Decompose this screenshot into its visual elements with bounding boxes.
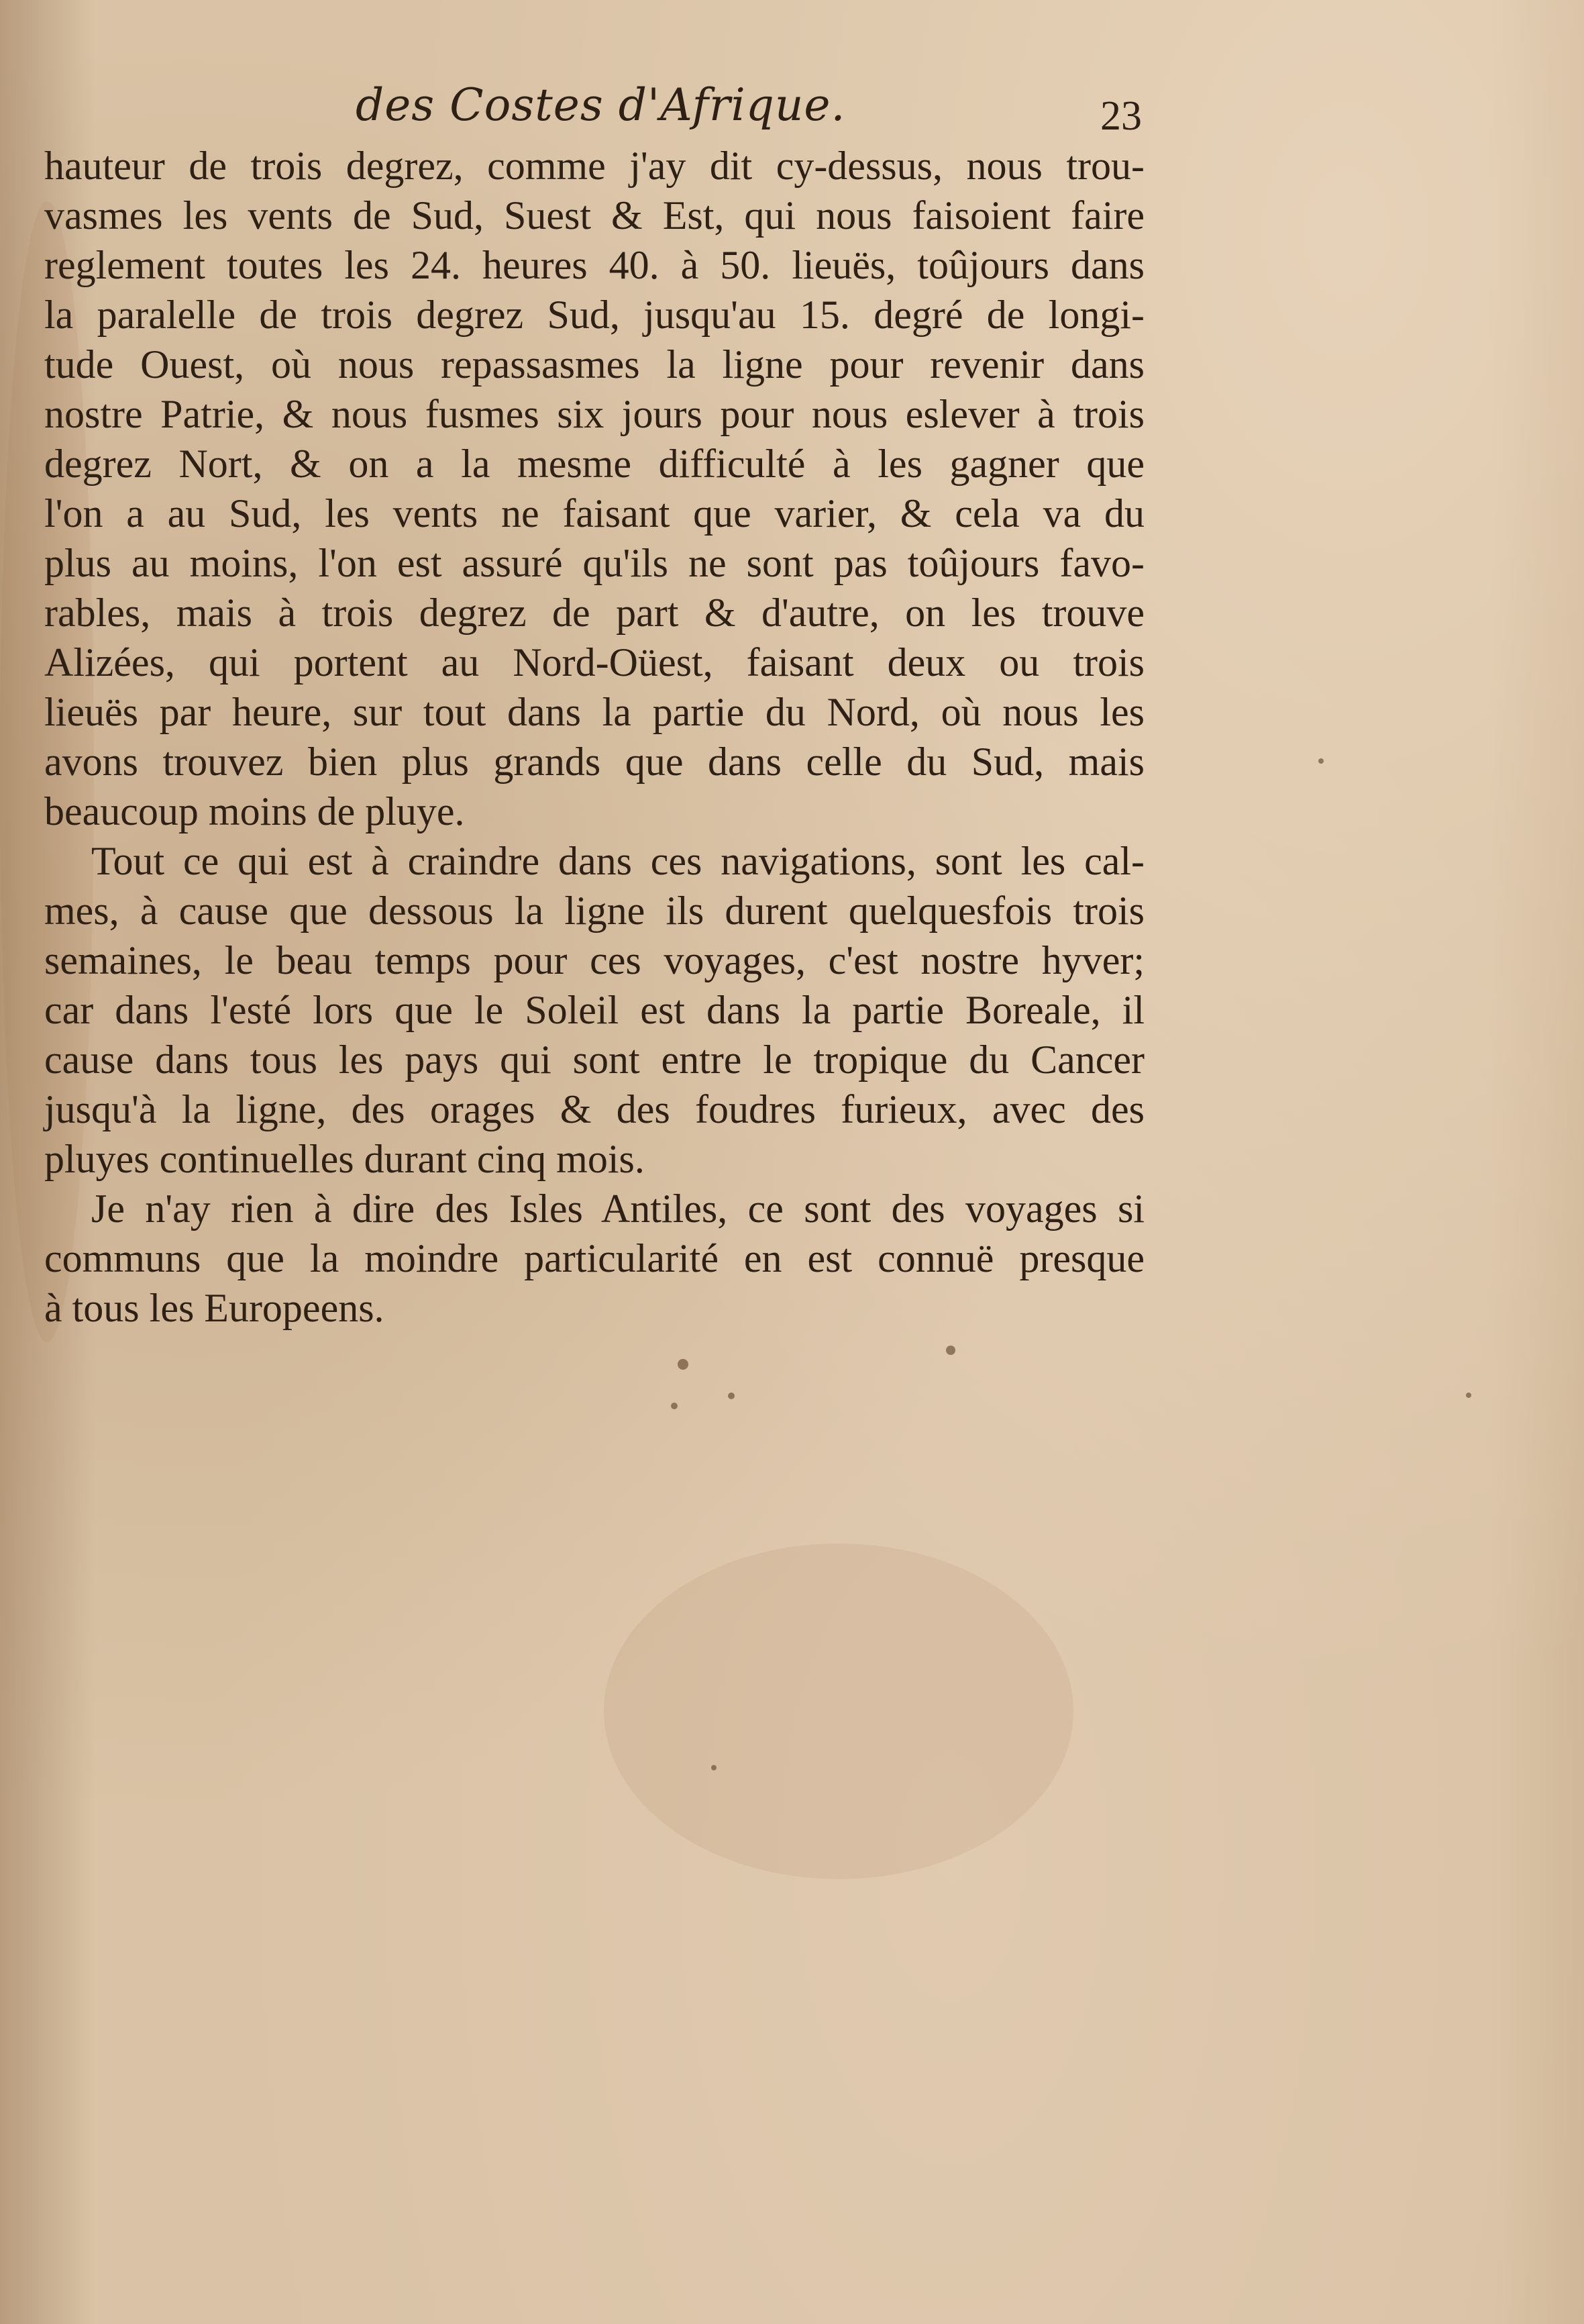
body-text [44, 141, 1145, 1333]
text-line: reglement toutes les 24. heures 40. à 50. lieuës, toûjours dans [44, 243, 1145, 287]
text-line: beaucoup moins de pluye. [44, 789, 465, 833]
page-number: 23 [1100, 93, 1142, 139]
text-line: Alizées, qui portent au Nord-Oüest, faisant deux ou trois [44, 640, 1145, 685]
text-line: cause dans tous les pays qui sont entre le tropique du Cancer [44, 1038, 1145, 1082]
text-line: lieuës par heure, sur tout dans la partie du Nord, où nous les [44, 690, 1145, 734]
text-line: nostre Patrie, & nous fusmes six jours pour nous eslever à trois [44, 392, 1145, 436]
page-header [0, 79, 1584, 146]
text-line: Je n'ay rien à dire des Isles Antiles, ce sont des voyages si [91, 1186, 1145, 1231]
text-line: car dans l'esté lors que le Soleil est dans la partie Boreale, il [44, 988, 1145, 1032]
text-line: l'on a au Sud, les vents ne faisant que varier, & cela va du [44, 491, 1145, 536]
ink-spot [711, 1765, 717, 1770]
text-line: mes, à cause que dessous la ligne ils durent quelquesfois trois [44, 889, 1145, 933]
text-line: plus au moins, l'on est assuré qu'ils ne sont pas toûjours favo- [44, 541, 1145, 585]
text-line: avons trouvez bien plus grands que dans celle du Sud, mais [44, 740, 1145, 784]
text-line: Tout ce qui est à craindre dans ces navigations, sont les cal- [91, 839, 1145, 883]
text-line: rables, mais à trois degrez de part & d'autre, on les trouve [44, 591, 1145, 635]
text-line: communs que la moindre particularité en est connuë presque [44, 1236, 1145, 1280]
text-line: jusqu'à la ligne, des orages & des foudres furieux, avec des [44, 1087, 1145, 1131]
text-line: pluyes continuelles durant cinq mois. [44, 1137, 645, 1181]
text-line: tude Ouest, où nous repassasmes la ligne pour revenir dans [44, 342, 1145, 387]
ink-spot [678, 1359, 688, 1370]
ink-spot [671, 1403, 678, 1409]
ink-spot [728, 1393, 735, 1399]
running-title: des Costes d'Afrique. [356, 79, 846, 131]
text-line: vasmes les vents de Sud, Suest & Est, qui nous faisoient faire [44, 193, 1145, 238]
text-line: la paralelle de trois degrez Sud, jusqu'au 15. degré de longi- [44, 293, 1145, 337]
text-line: à tous les Europeens. [44, 1286, 384, 1330]
paper-stain [604, 1544, 1073, 1879]
text-line: degrez Nort, & on a la mesme difficulté à les gagner que [44, 442, 1145, 486]
ink-spot [946, 1346, 955, 1355]
ink-spot [1318, 758, 1324, 764]
text-line: hauteur de trois degrez, comme j'ay dit cy-dessus, nous trou- [44, 144, 1145, 188]
text-line: semaines, le beau temps pour ces voyages, c'est nostre hyver; [44, 938, 1145, 982]
ink-spot [1466, 1393, 1471, 1398]
